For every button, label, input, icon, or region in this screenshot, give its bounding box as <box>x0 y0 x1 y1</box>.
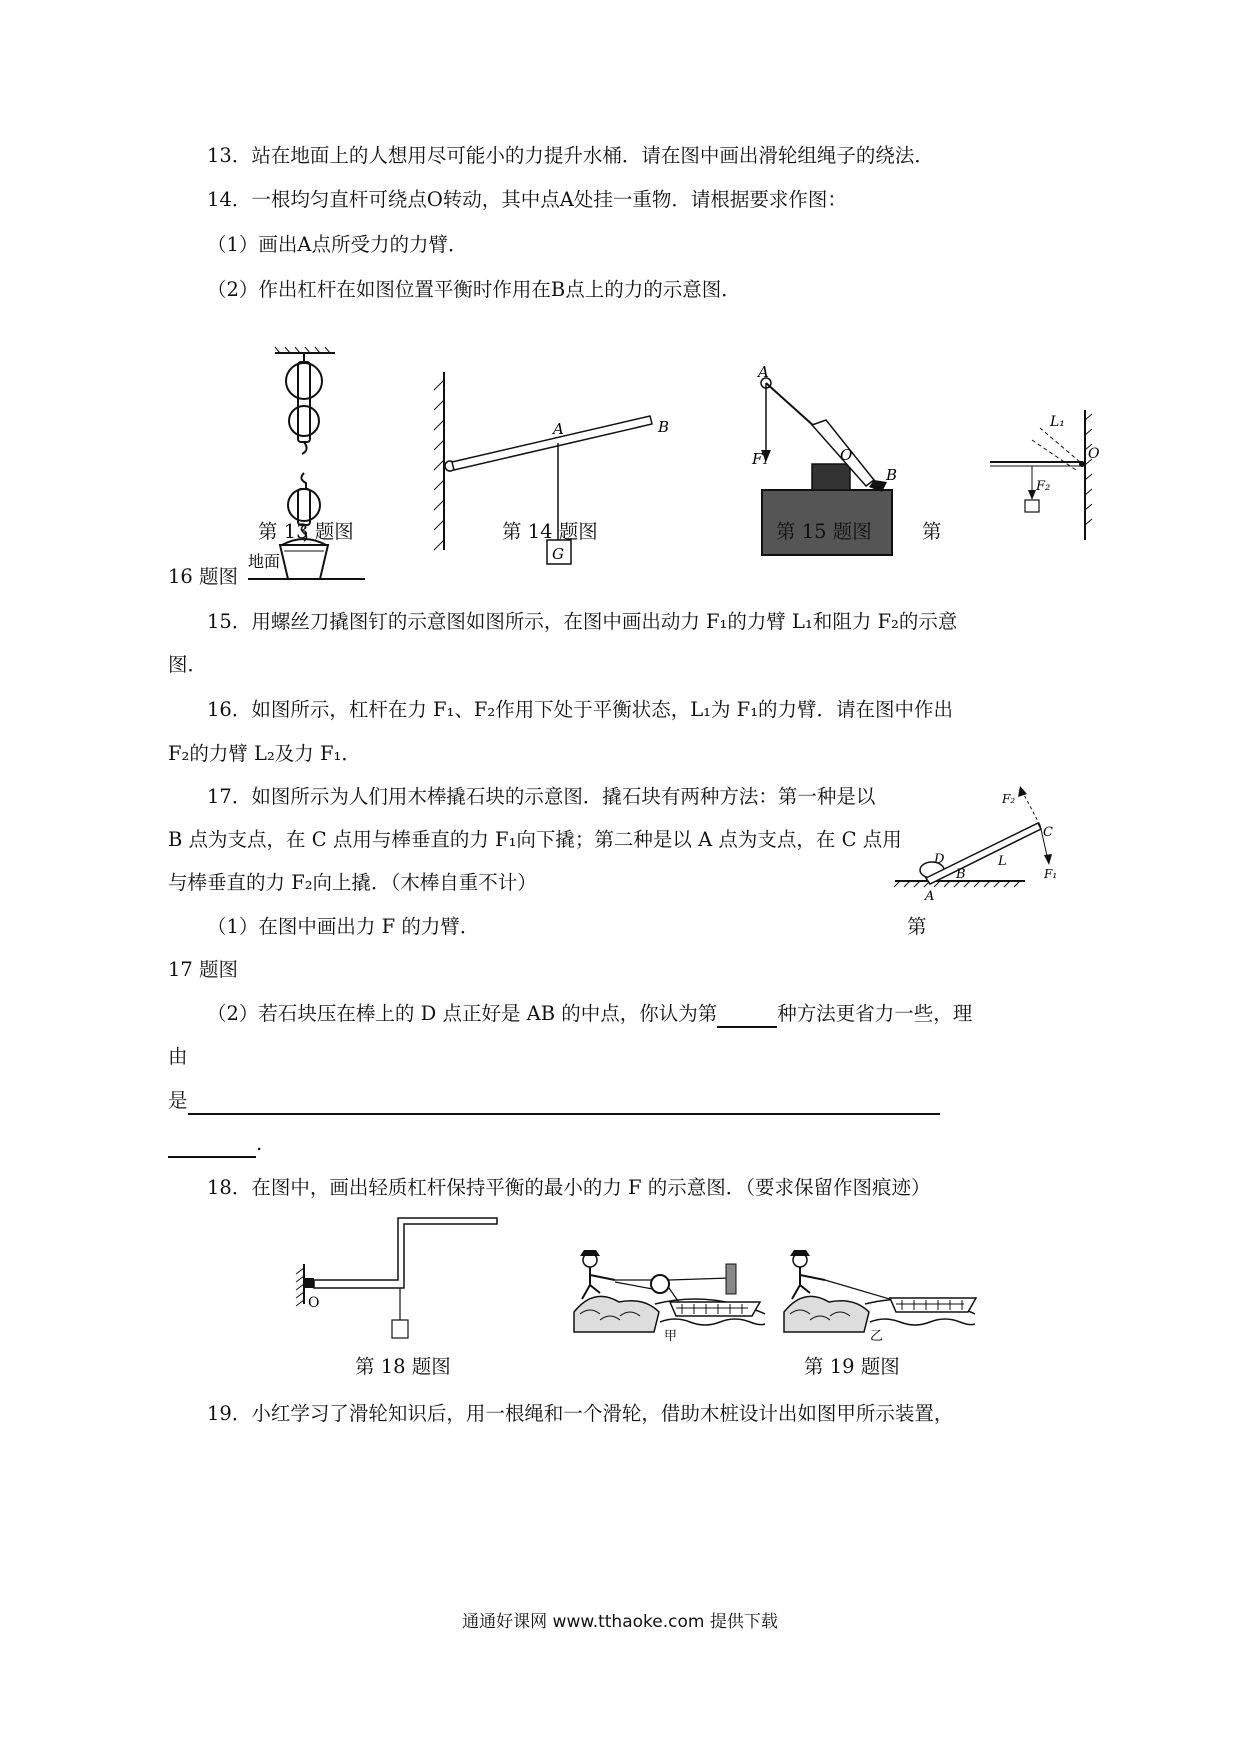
caption-figure-13: 第 13 题图 <box>258 520 354 543</box>
point-b-label: B <box>886 466 898 484</box>
scene-yi <box>784 1250 976 1344</box>
label-yi: 乙 <box>870 1329 884 1344</box>
answer-blank-method[interactable] <box>717 1006 777 1028</box>
question-17-reason-line <box>168 1087 940 1115</box>
question-17-reason-line-2 <box>168 1130 262 1158</box>
caption-figure-17-part1: 第 <box>907 915 927 938</box>
caption-figure-16-part2: 16 题图 <box>168 565 239 588</box>
answer-blank-reason-2[interactable] <box>168 1136 256 1158</box>
question-17-text-line2: B 点为支点，在 C 点用与棒垂直的力 F₁向下撬；第二种是以 A 点为支点，在 C 点用 <box>168 828 902 851</box>
question-16-text-line1: 16．如图所示，杠杆在力 F₁、F₂作用下处于平衡状态，L₁为 F₁的力臂．请在图中作出 <box>207 698 954 721</box>
question-15-text-line2: 图． <box>168 653 208 676</box>
point-o-label: O <box>1088 446 1100 462</box>
force-f1-label: F₁ <box>1044 867 1058 881</box>
force-f1-label: F₁ <box>752 450 769 468</box>
caption-figure-15: 第 15 题图 <box>776 520 872 543</box>
figure-17-pry-bar <box>890 785 1090 910</box>
question-17-text-line3: 与棒垂直的力 F₂向上撬．（木棒自重不计） <box>168 871 537 894</box>
question-17-period: . <box>256 1132 263 1155</box>
caption-figure-17-part2: 17 题图 <box>168 958 239 981</box>
point-a-label: A <box>758 363 769 381</box>
question-14-part-1: （1）画出A点所受力的力臂． <box>207 233 468 256</box>
question-14-part-2: （2）作出杠杆在如图位置平衡时作用在B点上的力的示意图． <box>207 278 741 301</box>
ground-label: 地面 <box>248 552 281 571</box>
question-17-part-2-text-b: 种方法更省力一些，理 <box>777 1002 973 1025</box>
footer-source: 通通好课网 www.tthaoke.com 提供下载 <box>462 1612 778 1632</box>
point-o-label: O <box>840 446 853 464</box>
caption-figure-19: 第 19 题图 <box>804 1355 900 1378</box>
answer-blank-reason-1[interactable] <box>188 1093 940 1115</box>
caption-figure-18: 第 18 题图 <box>355 1355 451 1378</box>
question-17-reason-label: 由 <box>168 1045 188 1068</box>
force-f2-label: F₂ <box>1002 792 1016 806</box>
point-b-label: B <box>658 418 670 436</box>
figure-19-scenes <box>570 1242 980 1342</box>
pivot-o-label: O <box>308 1295 320 1311</box>
length-l-label: L <box>998 854 1007 869</box>
question-17-text-line1: 17．如图所示为人们用木棒撬石块的示意图．撬石块有两种方法：第一种是以 <box>207 785 876 808</box>
label-jia: 甲 <box>664 1329 678 1344</box>
point-c-label: C <box>1043 825 1053 840</box>
question-17-part-1: （1）在图中画出力 F 的力臂． <box>207 915 480 938</box>
l1-label: L₁ <box>1050 414 1065 430</box>
question-17-reason-prefix: 是 <box>168 1089 188 1112</box>
figure-16-lever <box>980 410 1100 550</box>
question-16-text-line2: F₂的力臂 L₂及力 F₁． <box>168 742 361 765</box>
question-19-text: 19．小红学习了滑轮知识后，用一根绳和一个滑轮，借助木桩设计出如图甲所示装置， <box>207 1402 954 1425</box>
question-17-part-2-text-a: （2）若石块压在棒上的 D 点正好是 AB 的中点，你认为第 <box>207 1002 718 1025</box>
question-18-text: 18．在图中，画出轻质杠杆保持平衡的最小的力 F 的示意图．（要求保留作图痕迹） <box>207 1176 931 1199</box>
question-14-text: 14．一根均匀直杆可绕点O转动，其中点A处挂一重物．请根据要求作图： <box>207 188 847 211</box>
point-d-label: D <box>934 852 945 867</box>
question-13-text: 13．站在地面上的人想用尽可能小的力提升水桶．请在图中画出滑轮组绳子的绕法． <box>207 144 934 167</box>
point-a-label: A <box>553 420 564 438</box>
scene-jia <box>574 1250 765 1344</box>
point-b-label: B <box>956 867 966 882</box>
caption-figure-14: 第 14 题图 <box>502 520 598 543</box>
force-f2-label: F₂ <box>1036 479 1051 494</box>
caption-figure-16-part1: 第 <box>922 520 942 543</box>
point-a-label: A <box>925 889 935 904</box>
weight-g-label: G <box>552 545 564 563</box>
question-15-text-line1: 15．用螺丝刀撬图钉的示意图如图所示，在图中画出动力 F₁的力臂 L₁和阻力 F₂的示意 <box>207 610 958 633</box>
question-17-part-2 <box>207 1000 972 1028</box>
figure-18-bent-lever <box>290 1212 505 1342</box>
